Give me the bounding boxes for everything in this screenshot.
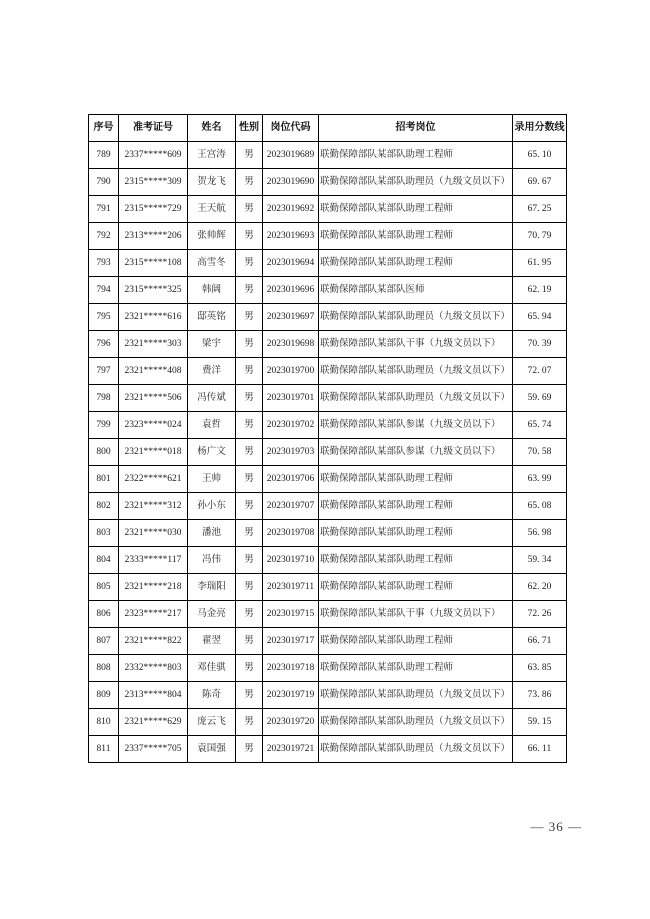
cell-serial-number: 800 [89,439,119,466]
cell-position-title: 联勤保障部队某部队助理员（九级文员以下） [319,358,513,385]
cell-score-line: 65. 94 [513,304,567,331]
cell-serial-number: 790 [89,169,119,196]
cell-position-code: 2023019706 [263,466,319,493]
cell-score-line: 72. 26 [513,601,567,628]
cell-ticket-number: 2321*****303 [119,331,188,358]
cell-gender: 男 [236,493,263,520]
cell-score-line: 65. 74 [513,412,567,439]
cell-gender: 男 [236,331,263,358]
table-row [89,358,567,385]
cell-position-title: 联勤保障部队某部队助理工程师 [319,574,513,601]
cell-ticket-number: 2315*****729 [119,196,188,223]
cell-position-title: 联勤保障部队某部队助理员（九级文员以下） [319,169,513,196]
cell-name: 孙小东 [188,493,236,520]
table-row [89,628,567,655]
cell-serial-number: 795 [89,304,119,331]
cell-gender: 男 [236,709,263,736]
cell-position-title: 联勤保障部队某部队助理工程师 [319,520,513,547]
cell-ticket-number: 2313*****804 [119,682,188,709]
cell-serial-number: 799 [89,412,119,439]
cell-position-code: 2023019717 [263,628,319,655]
cell-gender: 男 [236,601,263,628]
cell-ticket-number: 2337*****705 [119,736,188,763]
cell-gender: 男 [236,385,263,412]
cell-serial-number: 804 [89,547,119,574]
header-ticket-number: 准考证号 [119,115,188,142]
cell-position-code: 2023019707 [263,493,319,520]
cell-name: 高雪冬 [188,250,236,277]
cell-serial-number: 805 [89,574,119,601]
cell-position-title: 联勤保障部队某部队干事（九级文员以下） [319,601,513,628]
cell-gender: 男 [236,142,263,169]
cell-score-line: 73. 86 [513,682,567,709]
cell-serial-number: 810 [89,709,119,736]
cell-name: 邓佳骐 [188,655,236,682]
cell-position-code: 2023019701 [263,385,319,412]
cell-gender: 男 [236,169,263,196]
cell-gender: 男 [236,439,263,466]
cell-score-line: 66. 71 [513,628,567,655]
cell-position-title: 联勤保障部队某部队参谋（九级文员以下） [319,439,513,466]
cell-position-title: 联勤保障部队某部队助理工程师 [319,547,513,574]
results-table-body [89,142,567,763]
cell-name: 袁哲 [188,412,236,439]
cell-name: 王天航 [188,196,236,223]
cell-ticket-number: 2315*****309 [119,169,188,196]
table-row [89,439,567,466]
cell-ticket-number: 2322*****621 [119,466,188,493]
cell-position-title: 联勤保障部队某部队助理员（九级文员以下） [319,709,513,736]
cell-position-title: 联勤保障部队某部队助理工程师 [319,196,513,223]
cell-name: 梁宇 [188,331,236,358]
cell-position-title: 联勤保障部队某部队助理员（九级文员以下） [319,385,513,412]
table-row [89,169,567,196]
cell-name: 费洋 [188,358,236,385]
cell-ticket-number: 2332*****803 [119,655,188,682]
cell-name: 张帅辉 [188,223,236,250]
cell-position-code: 2023019710 [263,547,319,574]
table-row [89,655,567,682]
table-row [89,736,567,763]
cell-ticket-number: 2321*****312 [119,493,188,520]
cell-score-line: 65. 10 [513,142,567,169]
page-number: — 36 — [530,819,582,834]
cell-position-code: 2023019703 [263,439,319,466]
cell-gender: 男 [236,277,263,304]
header-row [89,115,567,142]
cell-position-title: 联勤保障部队某部队助理工程师 [319,142,513,169]
cell-position-code: 2023019700 [263,358,319,385]
cell-name: 王帅 [188,466,236,493]
table-row [89,223,567,250]
table-row [89,142,567,169]
cell-score-line: 65. 08 [513,493,567,520]
cell-score-line: 63. 85 [513,655,567,682]
cell-position-code: 2023019694 [263,250,319,277]
cell-gender: 男 [236,520,263,547]
cell-serial-number: 792 [89,223,119,250]
cell-gender: 男 [236,196,263,223]
header-serial: 序号 [89,115,119,142]
cell-name: 李瑞阳 [188,574,236,601]
cell-name: 贺龙飞 [188,169,236,196]
cell-ticket-number: 2315*****325 [119,277,188,304]
cell-position-code: 2023019720 [263,709,319,736]
cell-position-title: 联勤保障部队某部队助理工程师 [319,223,513,250]
table-header [89,115,567,142]
cell-ticket-number: 2321*****506 [119,385,188,412]
cell-score-line: 62. 20 [513,574,567,601]
table-row [89,493,567,520]
cell-score-line: 70. 58 [513,439,567,466]
cell-serial-number: 809 [89,682,119,709]
cell-position-title: 联勤保障部队某部队参谋（九级文员以下） [319,412,513,439]
table-row [89,601,567,628]
cell-score-line: 59. 15 [513,709,567,736]
cell-position-code: 2023019697 [263,304,319,331]
cell-name: 庞云飞 [188,709,236,736]
cell-ticket-number: 2321*****018 [119,439,188,466]
table-row [89,682,567,709]
cell-name: 冯传斌 [188,385,236,412]
cell-position-title: 联勤保障部队某部队助理员（九级文员以下） [319,736,513,763]
cell-gender: 男 [236,223,263,250]
cell-position-title: 联勤保障部队某部队助理员（九级文员以下） [319,682,513,709]
cell-name: 袁国强 [188,736,236,763]
cell-ticket-number: 2321*****629 [119,709,188,736]
cell-position-code: 2023019696 [263,277,319,304]
cell-score-line: 59. 69 [513,385,567,412]
cell-serial-number: 808 [89,655,119,682]
cell-name: 韩阔 [188,277,236,304]
header-position-title: 招考岗位 [319,115,513,142]
cell-serial-number: 806 [89,601,119,628]
cell-position-title: 联勤保障部队某部队干事（九级文员以下） [319,331,513,358]
cell-name: 邸英铭 [188,304,236,331]
cell-gender: 男 [236,466,263,493]
cell-gender: 男 [236,412,263,439]
cell-ticket-number: 2321*****616 [119,304,188,331]
cell-score-line: 67. 25 [513,196,567,223]
cell-gender: 男 [236,358,263,385]
cell-serial-number: 794 [89,277,119,304]
cell-ticket-number: 2321*****822 [119,628,188,655]
cell-serial-number: 797 [89,358,119,385]
table-row [89,331,567,358]
cell-position-code: 2023019693 [263,223,319,250]
table-row [89,547,567,574]
table-row [89,520,567,547]
cell-score-line: 70. 79 [513,223,567,250]
cell-gender: 男 [236,547,263,574]
cell-position-code: 2023019719 [263,682,319,709]
cell-gender: 男 [236,682,263,709]
cell-position-title: 联勤保障部队某部队助理工程师 [319,493,513,520]
cell-score-line: 70. 39 [513,331,567,358]
cell-position-title: 联勤保障部队某部队助理工程师 [319,250,513,277]
cell-serial-number: 811 [89,736,119,763]
cell-ticket-number: 2337*****609 [119,142,188,169]
cell-position-title: 联勤保障部队某部队助理工程师 [319,655,513,682]
cell-serial-number: 789 [89,142,119,169]
cell-score-line: 59. 34 [513,547,567,574]
cell-name: 潘池 [188,520,236,547]
cell-gender: 男 [236,574,263,601]
cell-position-code: 2023019711 [263,574,319,601]
cell-name: 王宫涛 [188,142,236,169]
cell-name: 陈奇 [188,682,236,709]
cell-serial-number: 791 [89,196,119,223]
cell-gender: 男 [236,655,263,682]
cell-ticket-number: 2315*****108 [119,250,188,277]
cell-position-title: 联勤保障部队某部队助理工程师 [319,466,513,493]
cell-ticket-number: 2313*****206 [119,223,188,250]
table-row [89,277,567,304]
cell-position-code: 2023019692 [263,196,319,223]
header-gender: 性别 [236,115,263,142]
table-row [89,574,567,601]
cell-name: 翟翌 [188,628,236,655]
cell-position-code: 2023019708 [263,520,319,547]
table-row [89,412,567,439]
cell-gender: 男 [236,250,263,277]
cell-position-code: 2023019690 [263,169,319,196]
cell-score-line: 61. 95 [513,250,567,277]
cell-position-code: 2023019718 [263,655,319,682]
cell-name: 杨广文 [188,439,236,466]
cell-score-line: 63. 99 [513,466,567,493]
cell-position-code: 2023019689 [263,142,319,169]
cell-gender: 男 [236,628,263,655]
cell-score-line: 69. 67 [513,169,567,196]
cell-serial-number: 796 [89,331,119,358]
cell-score-line: 56. 98 [513,520,567,547]
cell-serial-number: 793 [89,250,119,277]
cell-serial-number: 798 [89,385,119,412]
table-row [89,304,567,331]
cell-serial-number: 803 [89,520,119,547]
table-row [89,250,567,277]
cell-position-title: 联勤保障部队某部队助理工程师 [319,628,513,655]
cell-ticket-number: 2323*****217 [119,601,188,628]
cell-score-line: 72. 07 [513,358,567,385]
cell-serial-number: 802 [89,493,119,520]
table-row [89,709,567,736]
recruitment-score-table [88,114,567,763]
cell-serial-number: 801 [89,466,119,493]
cell-position-title: 联勤保障部队某部队助理员（九级文员以下） [319,304,513,331]
table-row [89,196,567,223]
cell-position-code: 2023019721 [263,736,319,763]
cell-position-title: 联勤保障部队某部队医师 [319,277,513,304]
cell-score-line: 66. 11 [513,736,567,763]
cell-ticket-number: 2333*****117 [119,547,188,574]
cell-position-code: 2023019698 [263,331,319,358]
header-score-line: 录用分数线 [513,115,567,142]
cell-name: 马金亮 [188,601,236,628]
cell-ticket-number: 2321*****218 [119,574,188,601]
table-row [89,385,567,412]
cell-gender: 男 [236,736,263,763]
cell-position-code: 2023019702 [263,412,319,439]
cell-ticket-number: 2321*****408 [119,358,188,385]
header-name: 姓名 [188,115,236,142]
cell-ticket-number: 2323*****024 [119,412,188,439]
cell-serial-number: 807 [89,628,119,655]
cell-score-line: 62. 19 [513,277,567,304]
cell-gender: 男 [236,304,263,331]
table-row [89,466,567,493]
cell-position-code: 2023019715 [263,601,319,628]
cell-name: 冯伟 [188,547,236,574]
cell-ticket-number: 2321*****030 [119,520,188,547]
header-position-code: 岗位代码 [263,115,319,142]
